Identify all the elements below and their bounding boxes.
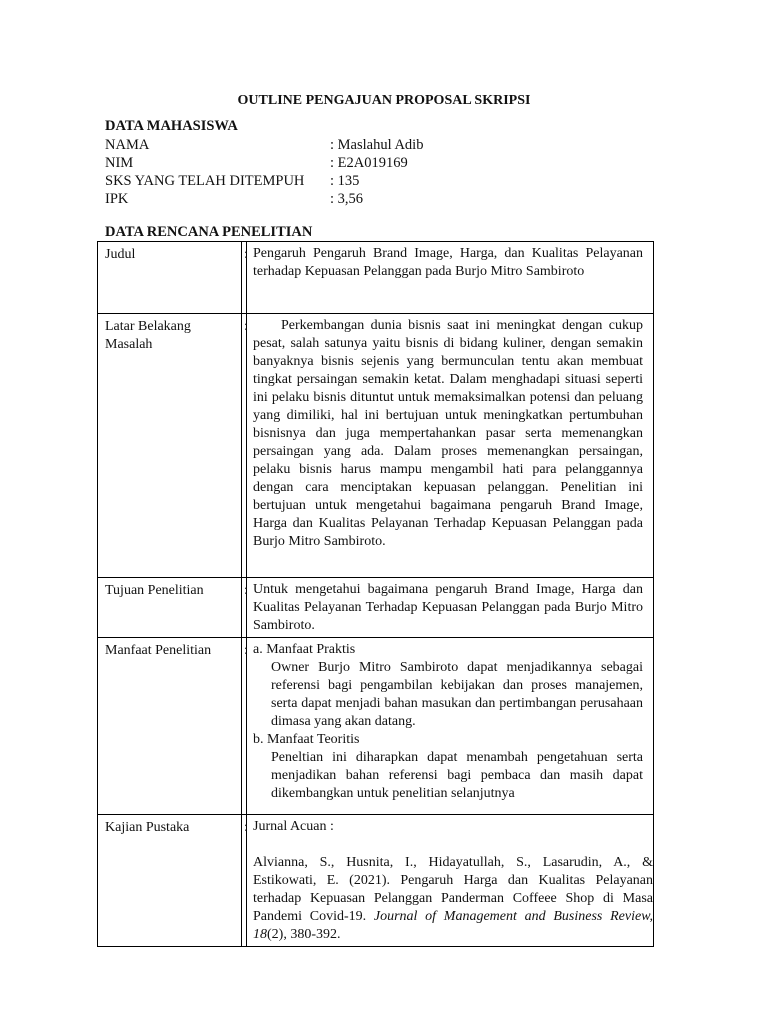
document-title: OUTLINE PENGAJUAN PROPOSAL SKRIPSI	[237, 93, 531, 108]
table-row-tujuan	[98, 578, 654, 638]
row-value: Pengaruh Pengaruh Brand Image, Harga, dan Kualitas Pelayanan terhadap Kepuasan Pelanggan pada Burjo Mitro Sambiroto	[247, 242, 654, 314]
row-label: Latar Belakang Masalah	[98, 314, 242, 578]
student-section-heading: DATA MAHASISWA	[105, 118, 238, 134]
row-colon: :	[242, 815, 247, 947]
table-row-manfaat	[98, 638, 654, 815]
row-label: Kajian Pustaka	[98, 815, 242, 947]
manfaat-praktis-heading: a. Manfaat Praktis	[253, 642, 356, 657]
plan-section-heading: DATA RENCANA PENELITIAN	[105, 224, 313, 240]
row-colon: :	[242, 638, 247, 815]
manfaat-teoritis-text: Peneltian ini diharapkan dapat menambah pengetahuan serta menjadikan bahan referensi bagi pembaca dan masih dapat dikembangkan untuk penelitian selanjutnya	[271, 750, 643, 801]
research-plan-table	[97, 241, 654, 947]
row-value	[247, 314, 654, 578]
row-label: Judul	[98, 242, 242, 314]
student-value: : Maslahul Adib	[330, 136, 423, 154]
manfaat-praktis-text: Owner Burjo Mitro Sambiroto dapat menjadikannya sebagai referensi bagi pengambilan kebijakan dan proses manajemen, serta dapat menjadi bahan masukan dan pertimbangan perusahaan dimasa yang akan datang.	[271, 660, 643, 729]
latar-paragraph: Perkembangan dunia bisnis saat ini meningkat dengan cukup pesat, salah satunya yaitu bisnis di bidang kuliner, dengan semakin banyaknya bisnis sejenis yang bermunculan tentu akan membuat tingkat persaingan semakin ketat. Dalam menghadapi situasi seperti ini pelaku bisnis dituntut untuk memaksimalkan potensi dan peluang yang dimiliki, hal ini bertujuan untuk meningkatkan pertumbuhan bisnisnya dan juga mempertahankan pasar serta memenangkan persaingan yang ada. Dalam proses memenangkan persaingan, pelaku bisnis harus mampu mengambil hati para pelanggannya dengan cara menciptakan kepuasan pelanggan. Penelitian ini bertujuan untuk mengetahui bagaimana pengaruh Brand Image, Harga dan Kualitas Pelayanan Terhadap Kepuasan Pelanggan pada Burjo Mitro Sambiroto.	[253, 318, 643, 549]
row-value	[247, 815, 654, 947]
reference-entry	[253, 854, 653, 944]
student-label: SKS YANG TELAH DITEMPUH	[105, 173, 305, 189]
row-value: Untuk mengetahui bagaimana pengaruh Brand Image, Harga dan Kualitas Pelayanan Terhadap Kepuasan Pelanggan pada Burjo Mitro Sambiroto.	[247, 578, 654, 638]
reference-tail: (2), 380-392.	[267, 927, 341, 942]
student-value: : 3,56	[330, 190, 363, 208]
student-label: IPK	[105, 191, 129, 207]
table-row-kajian	[98, 815, 654, 947]
reference-text: Alvianna, S., Husnita, I., Hidayatullah, S., Lasarudin, A., & Estikowati, E. (2021). Pengaruh Harga dan Kualitas Pelayanan terhadap Kepuasan Pelanggan Panderman Coffeee Shop di Masa Pandemi Covid-19.	[253, 855, 653, 924]
manfaat-teoritis-heading: b. Manfaat Teoritis	[253, 732, 360, 747]
row-label: Tujuan Penelitian	[98, 578, 242, 638]
table-row-judul	[98, 242, 654, 314]
row-colon: :	[242, 242, 247, 314]
row-colon: :	[242, 314, 247, 578]
student-label: NIM	[105, 155, 134, 171]
student-value: : E2A019169	[330, 154, 408, 172]
table-row-latar	[98, 314, 654, 578]
row-colon: :	[242, 578, 247, 638]
student-label: NAMA	[105, 137, 150, 153]
reference-journal: Journal of Management and Business Review, 18	[253, 909, 653, 942]
row-value	[247, 638, 654, 815]
row-label: Manfaat Penelitian	[98, 638, 242, 815]
student-value: : 135	[330, 172, 359, 190]
kajian-heading: Jurnal Acuan :	[253, 819, 334, 834]
